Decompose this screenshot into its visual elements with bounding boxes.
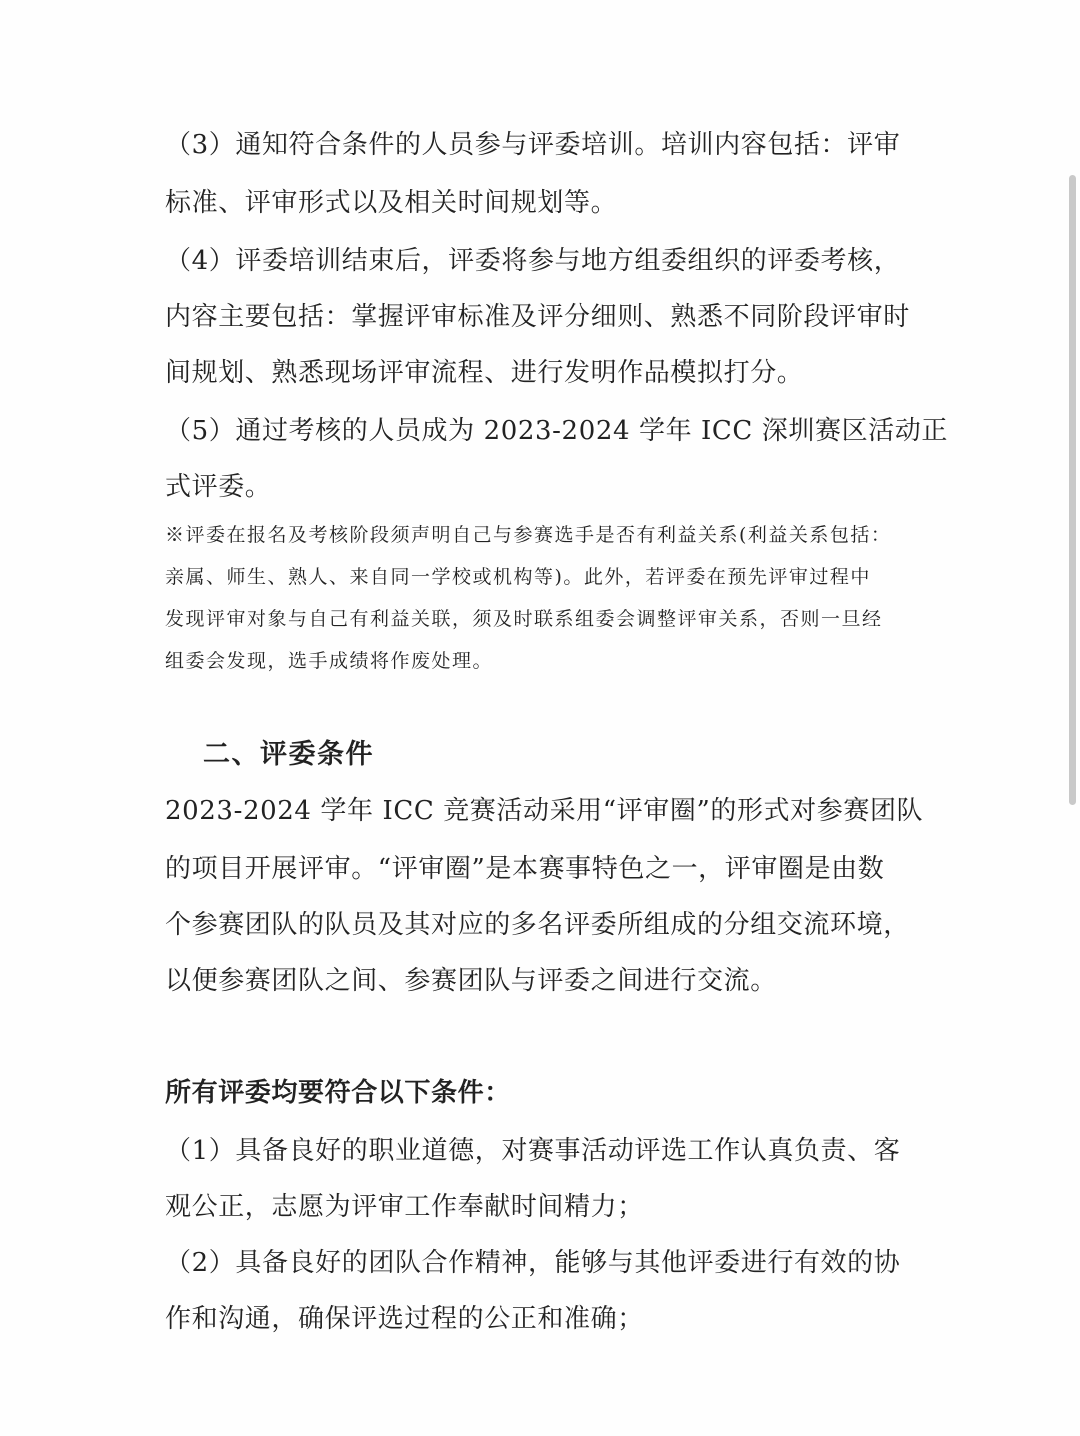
note-line: 组委会发现，选手成绩将作废处理。 — [165, 650, 494, 672]
paragraph-line: 标准、评审形式以及相关时间规划等。 — [165, 188, 618, 218]
conditions-title: 所有评委均要符合以下条件： — [165, 1078, 511, 1108]
scrollbar-thumb[interactable] — [1069, 175, 1076, 805]
note-line: 发现评审对象与自己有利益关联，须及时联系组委会调整评审关系，否则一旦经 — [165, 608, 883, 630]
paragraph-line: 内容主要包括：掌握评审标准及评分细则、熟悉不同阶段评审时 — [165, 302, 910, 332]
condition-line: （1）具备良好的职业道德，对赛事活动评选工作认真负责、客 — [165, 1136, 901, 1166]
condition-line: 观公正，志愿为评审工作奉献时间精力； — [165, 1192, 644, 1222]
intro-line: 以便参赛团队之间、参赛团队与评委之间进行交流。 — [165, 966, 777, 996]
paragraph-line: （5）通过考核的人员成为 2023-2024 学年 ICC 深圳赛区活动正 — [165, 416, 948, 446]
paragraph-line: （4）评委培训结束后，评委将参与地方组委组织的评委考核， — [165, 246, 901, 276]
paragraph-line: （3）通知符合条件的人员参与评委培训。培训内容包括：评审 — [165, 130, 901, 160]
intro-line: 个参赛团队的队员及其对应的多名评委所组成的分组交流环境， — [165, 910, 910, 940]
paragraph-line: 间规划、熟悉现场评审流程、进行发明作品模拟打分。 — [165, 358, 804, 388]
paragraph-line: 式评委。 — [165, 472, 272, 502]
intro-line: 2023-2024 学年 ICC 竞赛活动采用“评审圈”的形式对参赛团队 — [165, 796, 924, 826]
scrollbar-track[interactable] — [1066, 0, 1080, 1436]
note-line: 亲属、师生、熟人、来自同一学校或机构等)。此外，若评委在预先评审过程中 — [165, 566, 871, 588]
intro-line: 的项目开展评审。“评审圈”是本赛事特色之一，评审圈是由数 — [165, 854, 885, 884]
note-line: ※评委在报名及考核阶段须声明自己与参赛选手是否有利益关系(利益关系包括： — [165, 524, 892, 546]
section-heading: 二、评委条件 — [203, 739, 374, 770]
condition-line: 作和沟通，确保评选过程的公正和准确； — [165, 1304, 644, 1334]
condition-line: （2）具备良好的团队合作精神，能够与其他评委进行有效的协 — [165, 1248, 901, 1278]
